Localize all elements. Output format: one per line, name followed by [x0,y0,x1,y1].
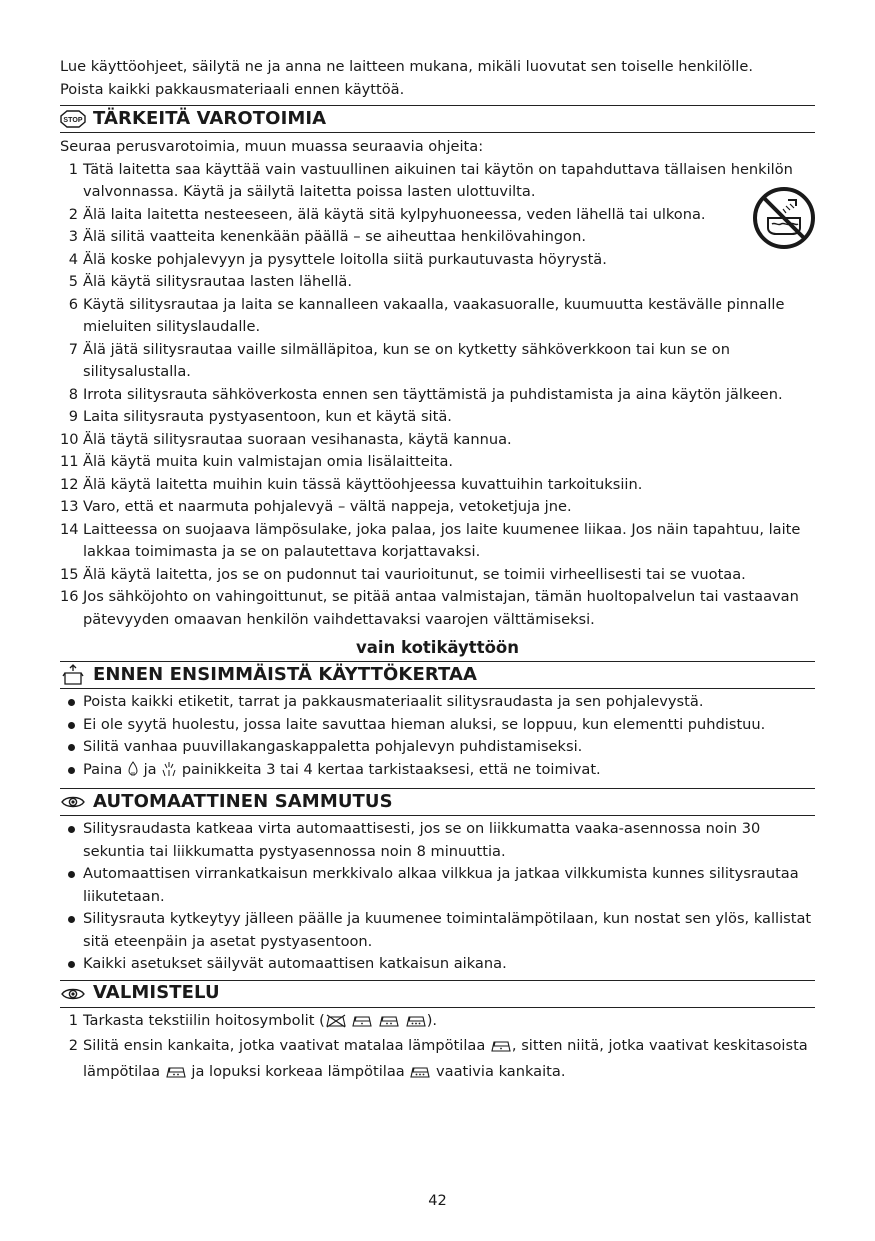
list-item: 15 Älä käytä laitetta, jos se on pudonnut tai vaurioitunut, se toimii virheellisesti tai se vuotaa. [60,565,746,583]
list-item: 16 Jos sähköjohto on vahingoittunut, se pitää antaa valmistajan, tämän huoltopalvelun tai vastaavan pätevyyden omaavan henkilön vaihdettavaksi vaarojen välttämiseksi. [60,588,799,628]
iron-high-icon [409,1064,431,1087]
list-item: 14 Laitteessa on suojaava lämpösulake, joka palaa, jos laite kuumenee liikaa. Jos näin tapahtuu, laite lakkaa toimimasta ja se on palautettava korjattavaksi. [60,520,801,560]
safety-lead: Seuraa perusvarotoimia, muun muassa seuraavia ohjeita: [60,138,484,155]
list-item: 7 Älä jätä silitysrautaa vaille silmälläpitoa, kun se on kytketty sähköverkkoon tai kun se on silitysalustalla. [68,340,730,380]
iron-medium-icon [165,1064,187,1087]
intro [60,56,815,101]
list-item: 11 Älä käytä muita kuin valmistajan omia lisälaitteita. [60,453,454,470]
list-item: 2 Silitä ensin kankaita, jotka vaativat matalaa lämpötilaa , sitten niitä, jotka vaativat keskitasoista lämpötilaa ja lopuksi korkeaa lämpötilaa vaativia kankaita. [60,1035,815,1086]
first-use-list [60,691,815,784]
safety-title: TÄRKEITÄ VAROTOIMIA [93,107,327,129]
intro-line-2: Poista kaikki pakkausmateriaali ennen käyttöä. [60,80,405,98]
manual-page [60,56,815,1086]
first-use-title: ENNEN ENSIMMÄISTÄ KÄYTTÖKERTAA [93,663,478,685]
prep-title: VALMISTELU [93,982,220,1004]
list-item: Silitysraudasta katkeaa virta automaattisesti, jos se on liikkumatta vaaka-asennossa noin 30 sekuntia tai liikkumatta pystyasennossa noin 8 minuuttia. [60,818,815,863]
no-iron-icon [325,1013,347,1036]
intro-line-1: Lue käyttöohjeet, säilytä ne ja anna ne laitteen mukana, mikäli luovutat sen toiselle henkilölle. [60,58,753,75]
iron-medium-icon [378,1013,400,1036]
safety-list [60,159,815,632]
list-item: 2 Älä laita laitetta nesteeseen, älä käytä sitä kylpyhuoneessa, veden lähellä tai ulkona. [68,205,706,223]
list-item: 9 Laita silitysrauta pystyasentoon, kun et käytä sitä. [68,408,452,425]
auto-off-title: AUTOMAATTINEN SAMMUTUS [93,790,393,812]
list-item: 3 Älä silitä vaatteita kenenkään päällä – se aiheuttaa henkilövahingon. [68,228,586,245]
prep-list [60,1010,815,1087]
svg-text:STOP: STOP [63,117,83,124]
eye-icon [60,791,86,813]
iron-low-icon [351,1013,373,1036]
iron-high-icon [405,1013,427,1036]
stop-icon [60,108,86,130]
list-item: Paina ja painikkeita 3 tai 4 kertaa tarkistaaksesi, että ne toimivat. [60,759,815,785]
safety-heading [60,105,815,133]
list-item: 10 Älä täytä silitysrautaa suoraan vesihanasta, käytä kannua. [60,430,512,448]
list-item: Ei ole syytä huolestu, jossa laite savuttaa hieman aluksi, se loppuu, kun elementti puhdistuu. [60,714,815,737]
first-use-heading [60,661,815,689]
list-item: Silitä vanhaa puuvillakangaskappaletta pohjalevyn puhdistamiseksi. [60,736,815,759]
list-item: 12 Älä käytä laitetta muihin kuin tässä käyttöohjeessa kuvattuihin tarkoituksiin. [60,475,643,493]
list-item: 1 Tätä laitetta saa käyttää vain vastuullinen aikuinen tai käytön on tapahduttava tällaisen henkilön valvonnassa. Käytä ja säilytä laitetta poissa lasten ulottuvilta. [68,160,793,200]
auto-off-heading [60,788,815,816]
domestic-use-note: vain kotikäyttöön [356,638,519,657]
prep-heading [60,980,815,1008]
eye-icon [60,983,86,1005]
no-bathroom-icon [752,186,816,258]
list-item: Silitysrauta kytkeytyy jälleen päälle ja kuumenee toimintalämpötilaan, kun nostat sen ylös, kallistat sitä eteenpäin ja asetat pystyasentoon. [60,908,815,953]
steam-burst-icon [161,761,177,785]
list-item: 8 Irrota silitysrauta sähköverkosta ennen sen täyttämistä ja puhdistamista ja aina käytön jälkeen. [68,385,783,403]
page-number: 42 [428,1192,447,1209]
list-item: 5 Älä käytä silitysrautaa lasten lähellä. [68,273,352,290]
list-item: 6 Käytä silitysrautaa ja laita se kannalleen vakaalla, vaakasuoralle, kuumuutta kestävälle pinnalle mieluiten silityslaudalle. [68,295,785,335]
list-item: 13 Varo, että et naarmuta pohjalevyä – vältä nappeja, vetoketjuja jne. [60,498,572,515]
iron-low-icon [490,1038,512,1061]
list-item: Automaattisen virrankatkaisun merkkivalo alkaa vilkkua ja jatkaa vilkkumista kunnes silitysrautaa liikutetaan. [60,863,815,908]
list-item: Kaikki asetukset säilyvät automaattisen katkaisun aikana. [60,953,815,976]
auto-off-list [60,818,815,976]
unbox-icon [60,664,86,686]
list-item: Poista kaikki etiketit, tarrat ja pakkausmateriaalit silitysraudasta ja sen pohjalevystä. [60,691,815,714]
list-item: 1 Tarkasta tekstiilin hoitosymbolit ( ). [60,1010,815,1036]
spray-icon [127,761,139,785]
list-item: 4 Älä koske pohjalevyyn ja pysyttele loitolla siitä purkautuvasta höyrystä. [68,250,607,268]
